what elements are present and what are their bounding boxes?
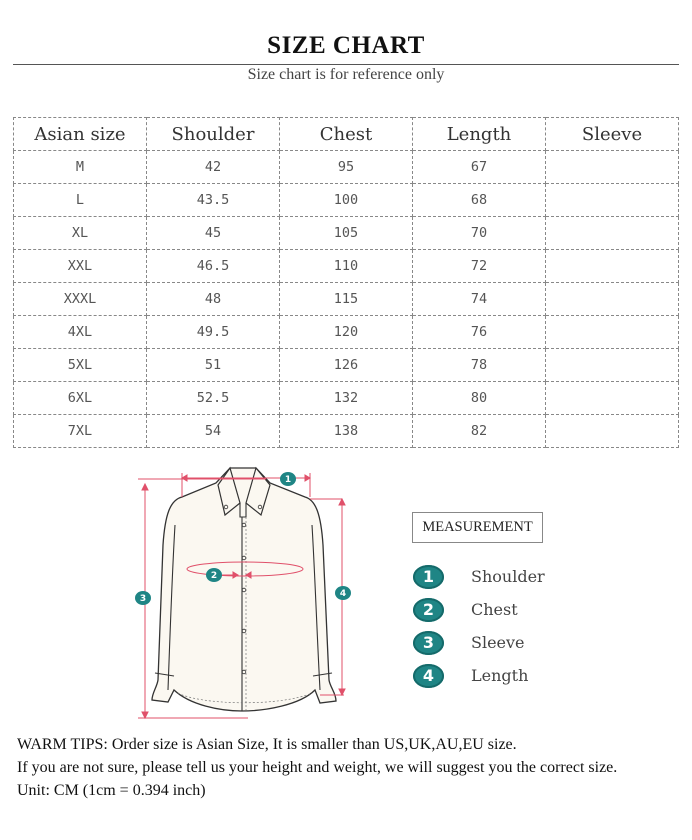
svg-text:1: 1 (284, 475, 292, 485)
table-cell (546, 382, 679, 415)
number-3-badge-icon: 3 (413, 631, 444, 655)
table-cell: 70 (413, 217, 546, 250)
measurement-title-box: MEASUREMENT (412, 512, 543, 543)
table-cell (546, 217, 679, 250)
table-cell (546, 283, 679, 316)
table-cell: 80 (413, 382, 546, 415)
table-cell: 105 (280, 217, 413, 250)
table-cell: 138 (280, 415, 413, 448)
table-row (14, 349, 679, 382)
table-cell (546, 415, 679, 448)
table-cell: 110 (280, 250, 413, 283)
tips-unit-line: Unit: CM (1cm = 0.394 inch) (17, 782, 206, 799)
table-cell (546, 316, 679, 349)
table-body (14, 151, 679, 448)
subtitle: Size chart is for reference only (247, 66, 445, 83)
table-cell: 68 (413, 184, 546, 217)
table-cell: 126 (280, 349, 413, 382)
column-header-chest: Chest (280, 118, 413, 151)
table-cell: XXXL (14, 283, 147, 316)
tips-line-2: If you are not sure, please tell us your height and weight, we will suggest you the correct size. (17, 759, 618, 776)
table-cell (546, 349, 679, 382)
warm-tips (17, 733, 677, 802)
table-cell: 120 (280, 316, 413, 349)
table-cell (546, 250, 679, 283)
table-cell: M (14, 151, 147, 184)
page-title: SIZE CHART (267, 32, 425, 59)
table-row (14, 283, 679, 316)
table-cell: XL (14, 217, 147, 250)
table-cell: L (14, 184, 147, 217)
column-header-shoulder: Shoulder (147, 118, 280, 151)
table-row (14, 382, 679, 415)
table-cell: 115 (280, 283, 413, 316)
title-divider (13, 64, 679, 65)
shirt-icon (130, 455, 370, 725)
tips-line-1: WARM TIPS: Order size is Asian Size, It is smaller than US,UK,AU,EU size. (17, 736, 517, 753)
table-cell: 72 (413, 250, 546, 283)
table-header-row (14, 118, 679, 151)
table-cell: 51 (147, 349, 280, 382)
svg-text:4: 4 (339, 589, 347, 599)
svg-text:3: 3 (139, 594, 147, 604)
size-table (13, 117, 679, 448)
legend-label: Sleeve (471, 633, 525, 652)
table-cell: 48 (147, 283, 280, 316)
measurement-legend (412, 563, 612, 695)
table-cell: 100 (280, 184, 413, 217)
table-cell: 52.5 (147, 382, 280, 415)
table-cell (546, 184, 679, 217)
number-2-badge-icon: 2 (413, 598, 444, 622)
table-cell: 49.5 (147, 316, 280, 349)
legend-label: Shoulder (471, 567, 545, 586)
table-cell: 46.5 (147, 250, 280, 283)
shirt-diagram (130, 455, 370, 725)
table-cell: 5XL (14, 349, 147, 382)
column-header-length: Length (413, 118, 546, 151)
legend-item-sleeve (412, 629, 612, 662)
table-row (14, 250, 679, 283)
column-header-sleeve: Sleeve (546, 118, 679, 151)
table-cell: 95 (280, 151, 413, 184)
legend-item-chest (412, 596, 612, 629)
table-row (14, 415, 679, 448)
table-cell: 42 (147, 151, 280, 184)
table-cell: 43.5 (147, 184, 280, 217)
svg-text:2: 2 (210, 571, 218, 581)
table-cell: 82 (413, 415, 546, 448)
table-row (14, 184, 679, 217)
table-row (14, 217, 679, 250)
table-row (14, 151, 679, 184)
table-row (14, 316, 679, 349)
table-cell (546, 151, 679, 184)
number-4-badge-icon: 4 (413, 664, 444, 688)
table-cell: 67 (413, 151, 546, 184)
table-cell: 74 (413, 283, 546, 316)
table-cell: 6XL (14, 382, 147, 415)
table-cell: XXL (14, 250, 147, 283)
table-cell: 45 (147, 217, 280, 250)
legend-item-length (412, 662, 612, 695)
column-header-asian-size: Asian size (14, 118, 147, 151)
legend-item-shoulder (412, 563, 612, 596)
table-cell: 54 (147, 415, 280, 448)
table-cell: 132 (280, 382, 413, 415)
table-cell: 76 (413, 316, 546, 349)
table-cell: 4XL (14, 316, 147, 349)
legend-label: Chest (471, 600, 518, 619)
number-1-badge-icon: 1 (413, 565, 444, 589)
table-cell: 78 (413, 349, 546, 382)
table-cell: 7XL (14, 415, 147, 448)
legend-label: Length (471, 666, 529, 685)
